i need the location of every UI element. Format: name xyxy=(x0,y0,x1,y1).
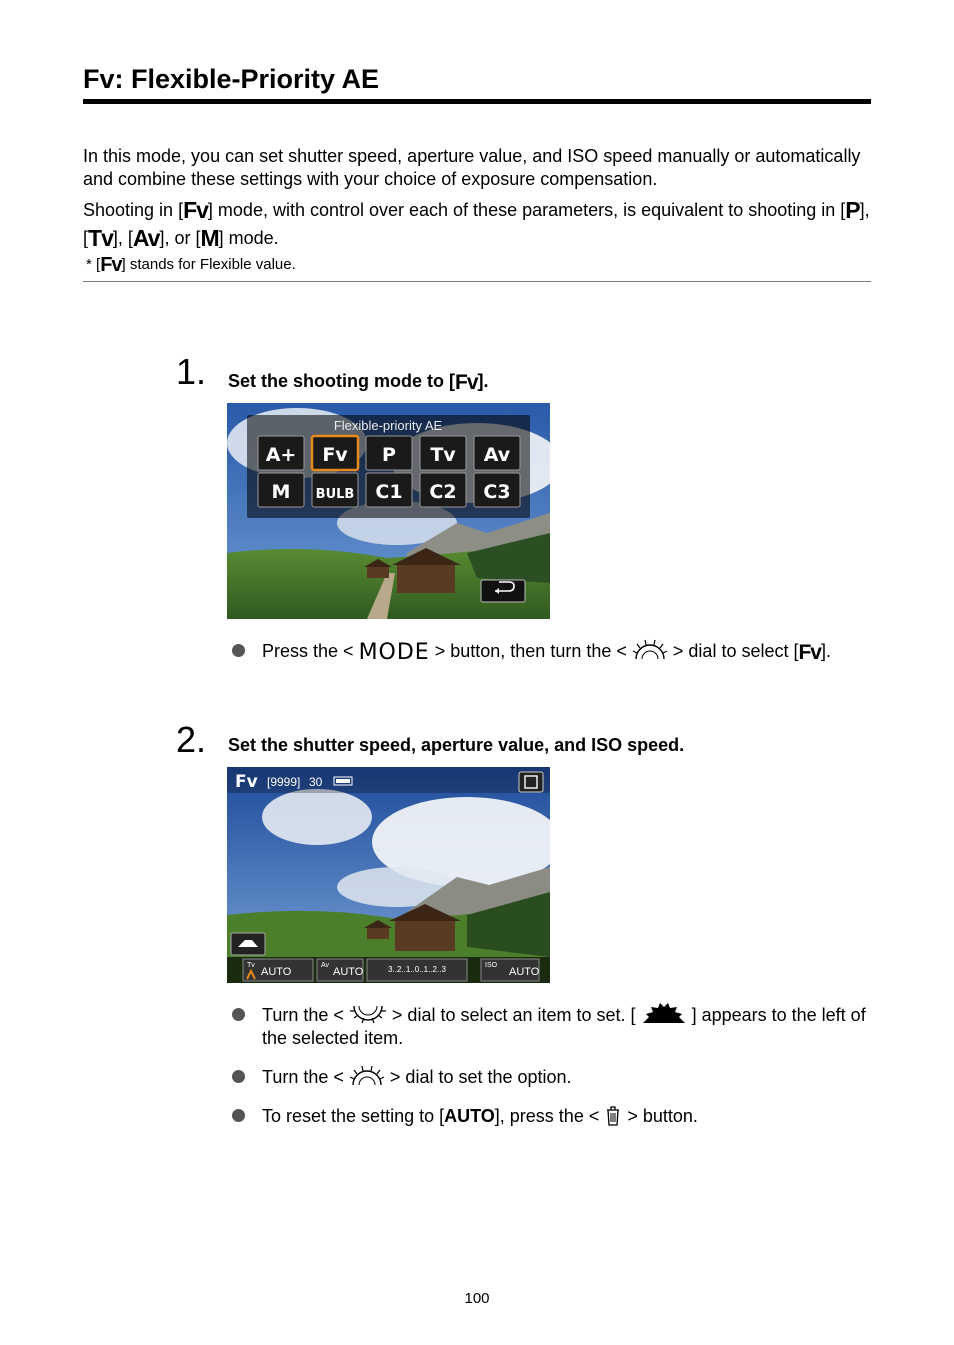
page-number: 100 xyxy=(464,1290,490,1307)
tv-setting-value: AUTO xyxy=(261,966,292,978)
p-mode-icon: P xyxy=(845,197,860,223)
iso-setting-value: AUTO xyxy=(509,966,540,978)
intro-paragraph-1: In this mode, you can set shutter speed, aperture value, and ISO speed manually or automatically and combine these settings with your choice of exposure compensation. xyxy=(83,146,861,189)
step-2-title: Set the shutter speed, aperture value, and ISO speed. xyxy=(228,735,685,755)
mode-tile-label: BULB xyxy=(315,487,355,502)
title-rule xyxy=(83,99,871,104)
page-title: Fv: Flexible-Priority AE xyxy=(83,64,380,94)
bullet-dot xyxy=(232,1070,245,1083)
mode-tile-label: C3 xyxy=(483,481,511,503)
mode-tile-label: P xyxy=(382,444,396,466)
mode-button-icon: MODE xyxy=(358,640,430,665)
list-item: Turn the < > dial to select an item to set. [ ] appears to the left of the selected item. xyxy=(228,1003,878,1050)
fv-footnote: * [Fv] stands for Flexible value. xyxy=(86,254,296,276)
step-2-bullets xyxy=(228,1003,878,1143)
iso-setting-label: ISO xyxy=(485,962,498,969)
quick-control-button[interactable] xyxy=(519,772,543,792)
fv-settings-screenshot xyxy=(227,767,550,983)
mode-tile-label: A+ xyxy=(265,444,297,466)
tv-setting-label: Tv xyxy=(247,962,255,969)
section-divider xyxy=(83,281,871,282)
mode-select-screenshot xyxy=(227,403,550,619)
mode-tile-label: Av xyxy=(483,444,511,466)
main-dial-icon xyxy=(632,639,668,661)
list-item: Turn the < > dial to set the option. xyxy=(228,1065,878,1089)
list-item: To reset the setting to [AUTO], press the < > button. xyxy=(228,1104,878,1128)
bullet-dot xyxy=(232,1008,245,1021)
trash-icon xyxy=(604,1104,622,1126)
fv-mode-icon: Fv xyxy=(183,197,208,223)
max-burst-label: 30 xyxy=(309,775,323,789)
fv-mode-icon: Fv xyxy=(100,254,122,276)
main-dial-icon xyxy=(349,1065,385,1087)
step-1-title: Set the shooting mode to [Fv]. xyxy=(228,371,489,394)
mode-tile-label: M xyxy=(271,481,291,503)
av-mode-icon: Av xyxy=(132,225,160,251)
intro-text xyxy=(83,145,873,252)
mode-menu-header: Flexible-priority AE xyxy=(333,418,443,433)
step-1-bullets xyxy=(228,639,878,679)
selection-indicator-icon xyxy=(641,1003,687,1025)
fv-mode-icon: Fv xyxy=(455,371,478,394)
list-item: Press the < MODE > button, then turn the < > dial to select [Fv]. xyxy=(228,639,878,664)
fv-mode-icon: Fv xyxy=(798,641,821,664)
mode-tile-label: C2 xyxy=(429,481,457,503)
bullet-dot xyxy=(232,644,245,657)
av-setting-label: Av xyxy=(321,962,330,969)
quick-control-dial-icon xyxy=(349,1003,387,1025)
step-1-number: 1. xyxy=(176,351,207,392)
m-mode-icon: M xyxy=(200,225,219,251)
mode-tile-label: Fv xyxy=(322,444,348,466)
intro-paragraph-2: Shooting in [Fv] mode, with control over each of these parameters, is equivalent to shooting in [P], [Tv], [Av], or [M] mode. xyxy=(83,197,870,251)
av-setting-value: AUTO xyxy=(333,966,364,978)
bullet-dot xyxy=(232,1109,245,1122)
battery-level-icon xyxy=(336,779,350,783)
tv-mode-icon: Tv xyxy=(88,225,113,251)
mode-tile-label: Tv xyxy=(430,444,456,466)
step-2-number: 2. xyxy=(176,719,207,760)
current-mode-label: Fv xyxy=(235,772,258,792)
exposure-scale-label: 3..2..1..0..1..2..3 xyxy=(388,965,446,974)
shots-remaining-label: [9999] xyxy=(267,775,301,789)
mode-tile-label: C1 xyxy=(375,481,403,503)
